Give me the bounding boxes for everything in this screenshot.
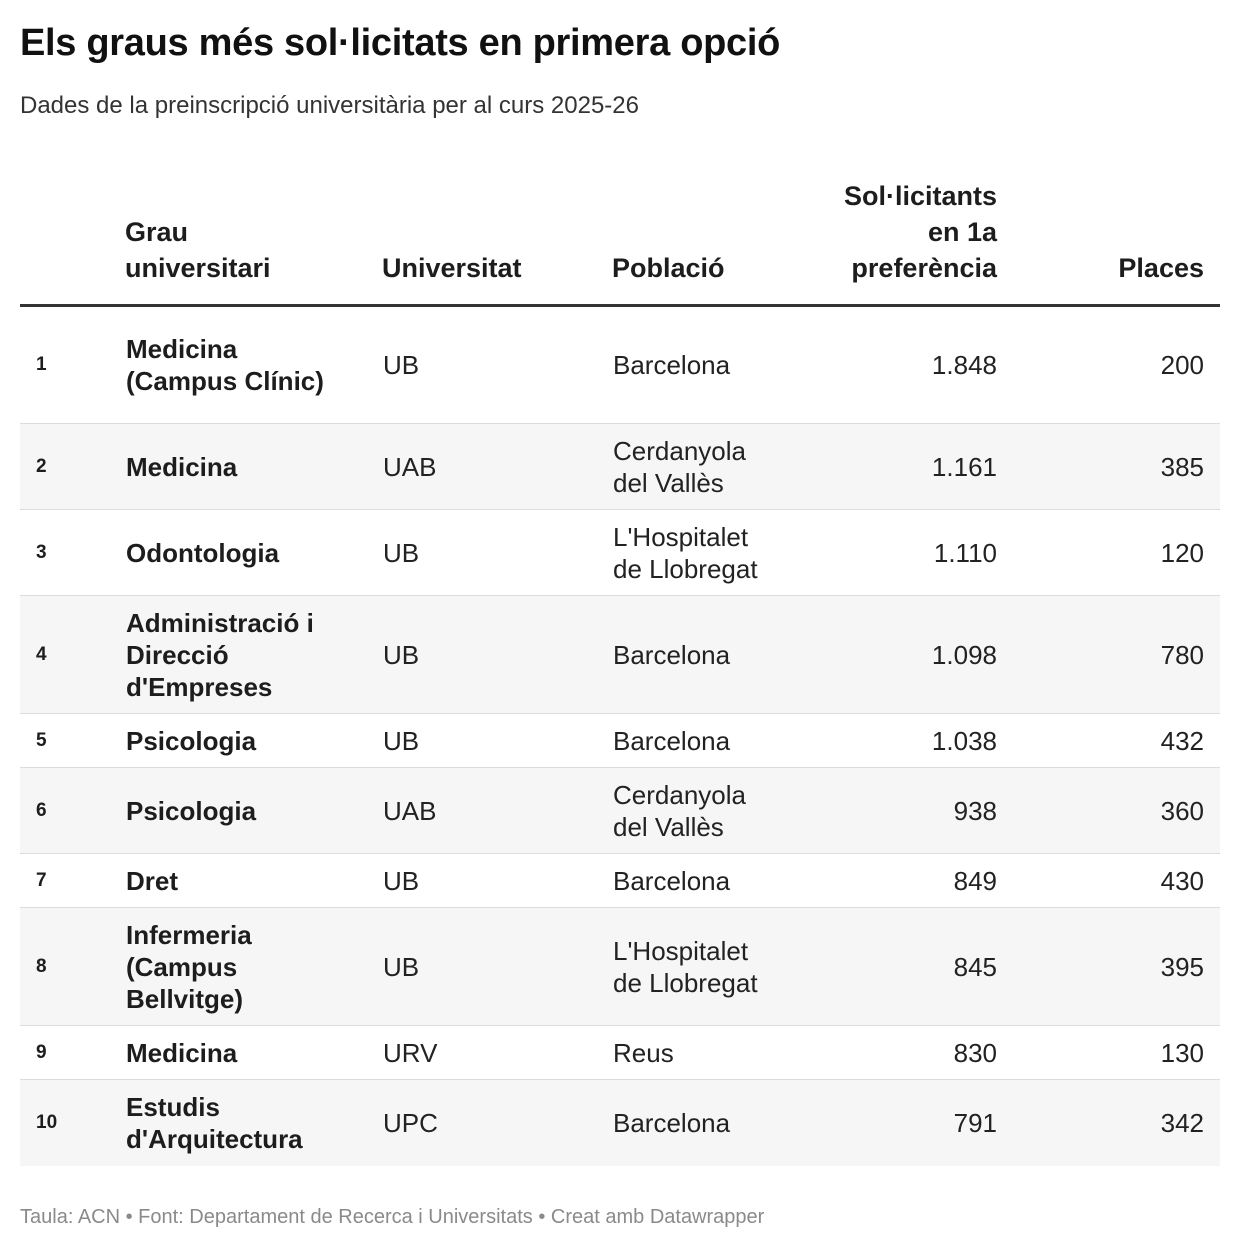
cell-rank: 10 bbox=[20, 1080, 125, 1166]
cell-universitat: UB bbox=[382, 510, 612, 596]
cell-sollicitants: 1.110 bbox=[802, 510, 1035, 596]
cell-places: 385 bbox=[1035, 424, 1220, 510]
cell-grau: Estudis d'Arquitectura bbox=[125, 1080, 382, 1166]
cell-poblacio: Barcelona bbox=[612, 1080, 802, 1166]
cell-universitat: UB bbox=[382, 306, 612, 424]
cell-grau: Medicina (Campus Clínic) bbox=[125, 306, 382, 424]
cell-universitat: UAB bbox=[382, 424, 612, 510]
cell-rank: 1 bbox=[20, 306, 125, 424]
cell-places: 130 bbox=[1035, 1026, 1220, 1080]
cell-sollicitants: 1.098 bbox=[802, 596, 1035, 714]
cell-places: 395 bbox=[1035, 908, 1220, 1026]
cell-sollicitants: 830 bbox=[802, 1026, 1035, 1080]
cell-universitat: URV bbox=[382, 1026, 612, 1080]
cell-rank: 4 bbox=[20, 596, 125, 714]
cell-rank: 5 bbox=[20, 714, 125, 768]
cell-rank: 3 bbox=[20, 510, 125, 596]
cell-rank: 7 bbox=[20, 854, 125, 908]
table-row bbox=[20, 596, 1220, 714]
source-footer: Taula: ACN • Font: Departament de Recerca i Universitats • Creat amb Datawrapper bbox=[20, 1206, 765, 1228]
table-row bbox=[20, 1026, 1220, 1080]
table-row bbox=[20, 768, 1220, 854]
header-universitat: Universitat bbox=[382, 178, 612, 306]
header-poblacio: Població bbox=[612, 178, 802, 306]
cell-places: 432 bbox=[1035, 714, 1220, 768]
table-row bbox=[20, 424, 1220, 510]
cell-sollicitants: 1.161 bbox=[802, 424, 1035, 510]
table-header bbox=[20, 178, 1220, 306]
cell-grau: Medicina bbox=[125, 424, 382, 510]
table-row bbox=[20, 854, 1220, 908]
cell-places: 120 bbox=[1035, 510, 1220, 596]
cell-poblacio: Barcelona bbox=[612, 714, 802, 768]
cell-places: 342 bbox=[1035, 1080, 1220, 1166]
table-row bbox=[20, 510, 1220, 596]
header-grau: Grau universitari bbox=[125, 178, 382, 306]
cell-poblacio: Cerdanyola del Vallès bbox=[612, 768, 802, 854]
header-rank bbox=[20, 178, 125, 306]
cell-sollicitants: 845 bbox=[802, 908, 1035, 1026]
cell-poblacio: Cerdanyola del Vallès bbox=[612, 424, 802, 510]
header-sollicitants: Sol·licitants en 1a preferència bbox=[802, 178, 1035, 306]
cell-places: 200 bbox=[1035, 306, 1220, 424]
cell-sollicitants: 1.848 bbox=[802, 306, 1035, 424]
header-places: Places bbox=[1035, 178, 1220, 306]
table-row bbox=[20, 1080, 1220, 1166]
cell-universitat: UB bbox=[382, 908, 612, 1026]
cell-universitat: UPC bbox=[382, 1080, 612, 1166]
cell-universitat: UB bbox=[382, 596, 612, 714]
cell-universitat: UB bbox=[382, 714, 612, 768]
header-row bbox=[20, 178, 1220, 306]
cell-rank: 6 bbox=[20, 768, 125, 854]
table-row bbox=[20, 306, 1220, 424]
cell-sollicitants: 791 bbox=[802, 1080, 1035, 1166]
cell-grau: Dret bbox=[125, 854, 382, 908]
cell-poblacio: L'Hospitalet de Llobregat bbox=[612, 908, 802, 1026]
cell-places: 360 bbox=[1035, 768, 1220, 854]
chart-subtitle: Dades de la preinscripció universitària per al curs 2025-26 bbox=[20, 92, 639, 119]
cell-grau: Medicina bbox=[125, 1026, 382, 1080]
cell-rank: 8 bbox=[20, 908, 125, 1026]
cell-places: 430 bbox=[1035, 854, 1220, 908]
cell-grau: Psicologia bbox=[125, 768, 382, 854]
cell-sollicitants: 1.038 bbox=[802, 714, 1035, 768]
cell-rank: 9 bbox=[20, 1026, 125, 1080]
data-table bbox=[20, 178, 1220, 1166]
cell-grau: Psicologia bbox=[125, 714, 382, 768]
table-row bbox=[20, 908, 1220, 1026]
cell-poblacio: Barcelona bbox=[612, 306, 802, 424]
chart-title: Els graus més sol·licitats en primera opció bbox=[20, 22, 781, 64]
cell-sollicitants: 938 bbox=[802, 768, 1035, 854]
cell-sollicitants: 849 bbox=[802, 854, 1035, 908]
cell-poblacio: Reus bbox=[612, 1026, 802, 1080]
cell-rank: 2 bbox=[20, 424, 125, 510]
cell-grau: Infermeria (Campus Bellvitge) bbox=[125, 908, 382, 1026]
cell-universitat: UB bbox=[382, 854, 612, 908]
cell-poblacio: L'Hospitalet de Llobregat bbox=[612, 510, 802, 596]
cell-grau: Administració i Direcció d'Empreses bbox=[125, 596, 382, 714]
cell-places: 780 bbox=[1035, 596, 1220, 714]
cell-poblacio: Barcelona bbox=[612, 596, 802, 714]
table-body bbox=[20, 306, 1220, 1166]
table-row bbox=[20, 714, 1220, 768]
cell-poblacio: Barcelona bbox=[612, 854, 802, 908]
cell-grau: Odontologia bbox=[125, 510, 382, 596]
cell-universitat: UAB bbox=[382, 768, 612, 854]
